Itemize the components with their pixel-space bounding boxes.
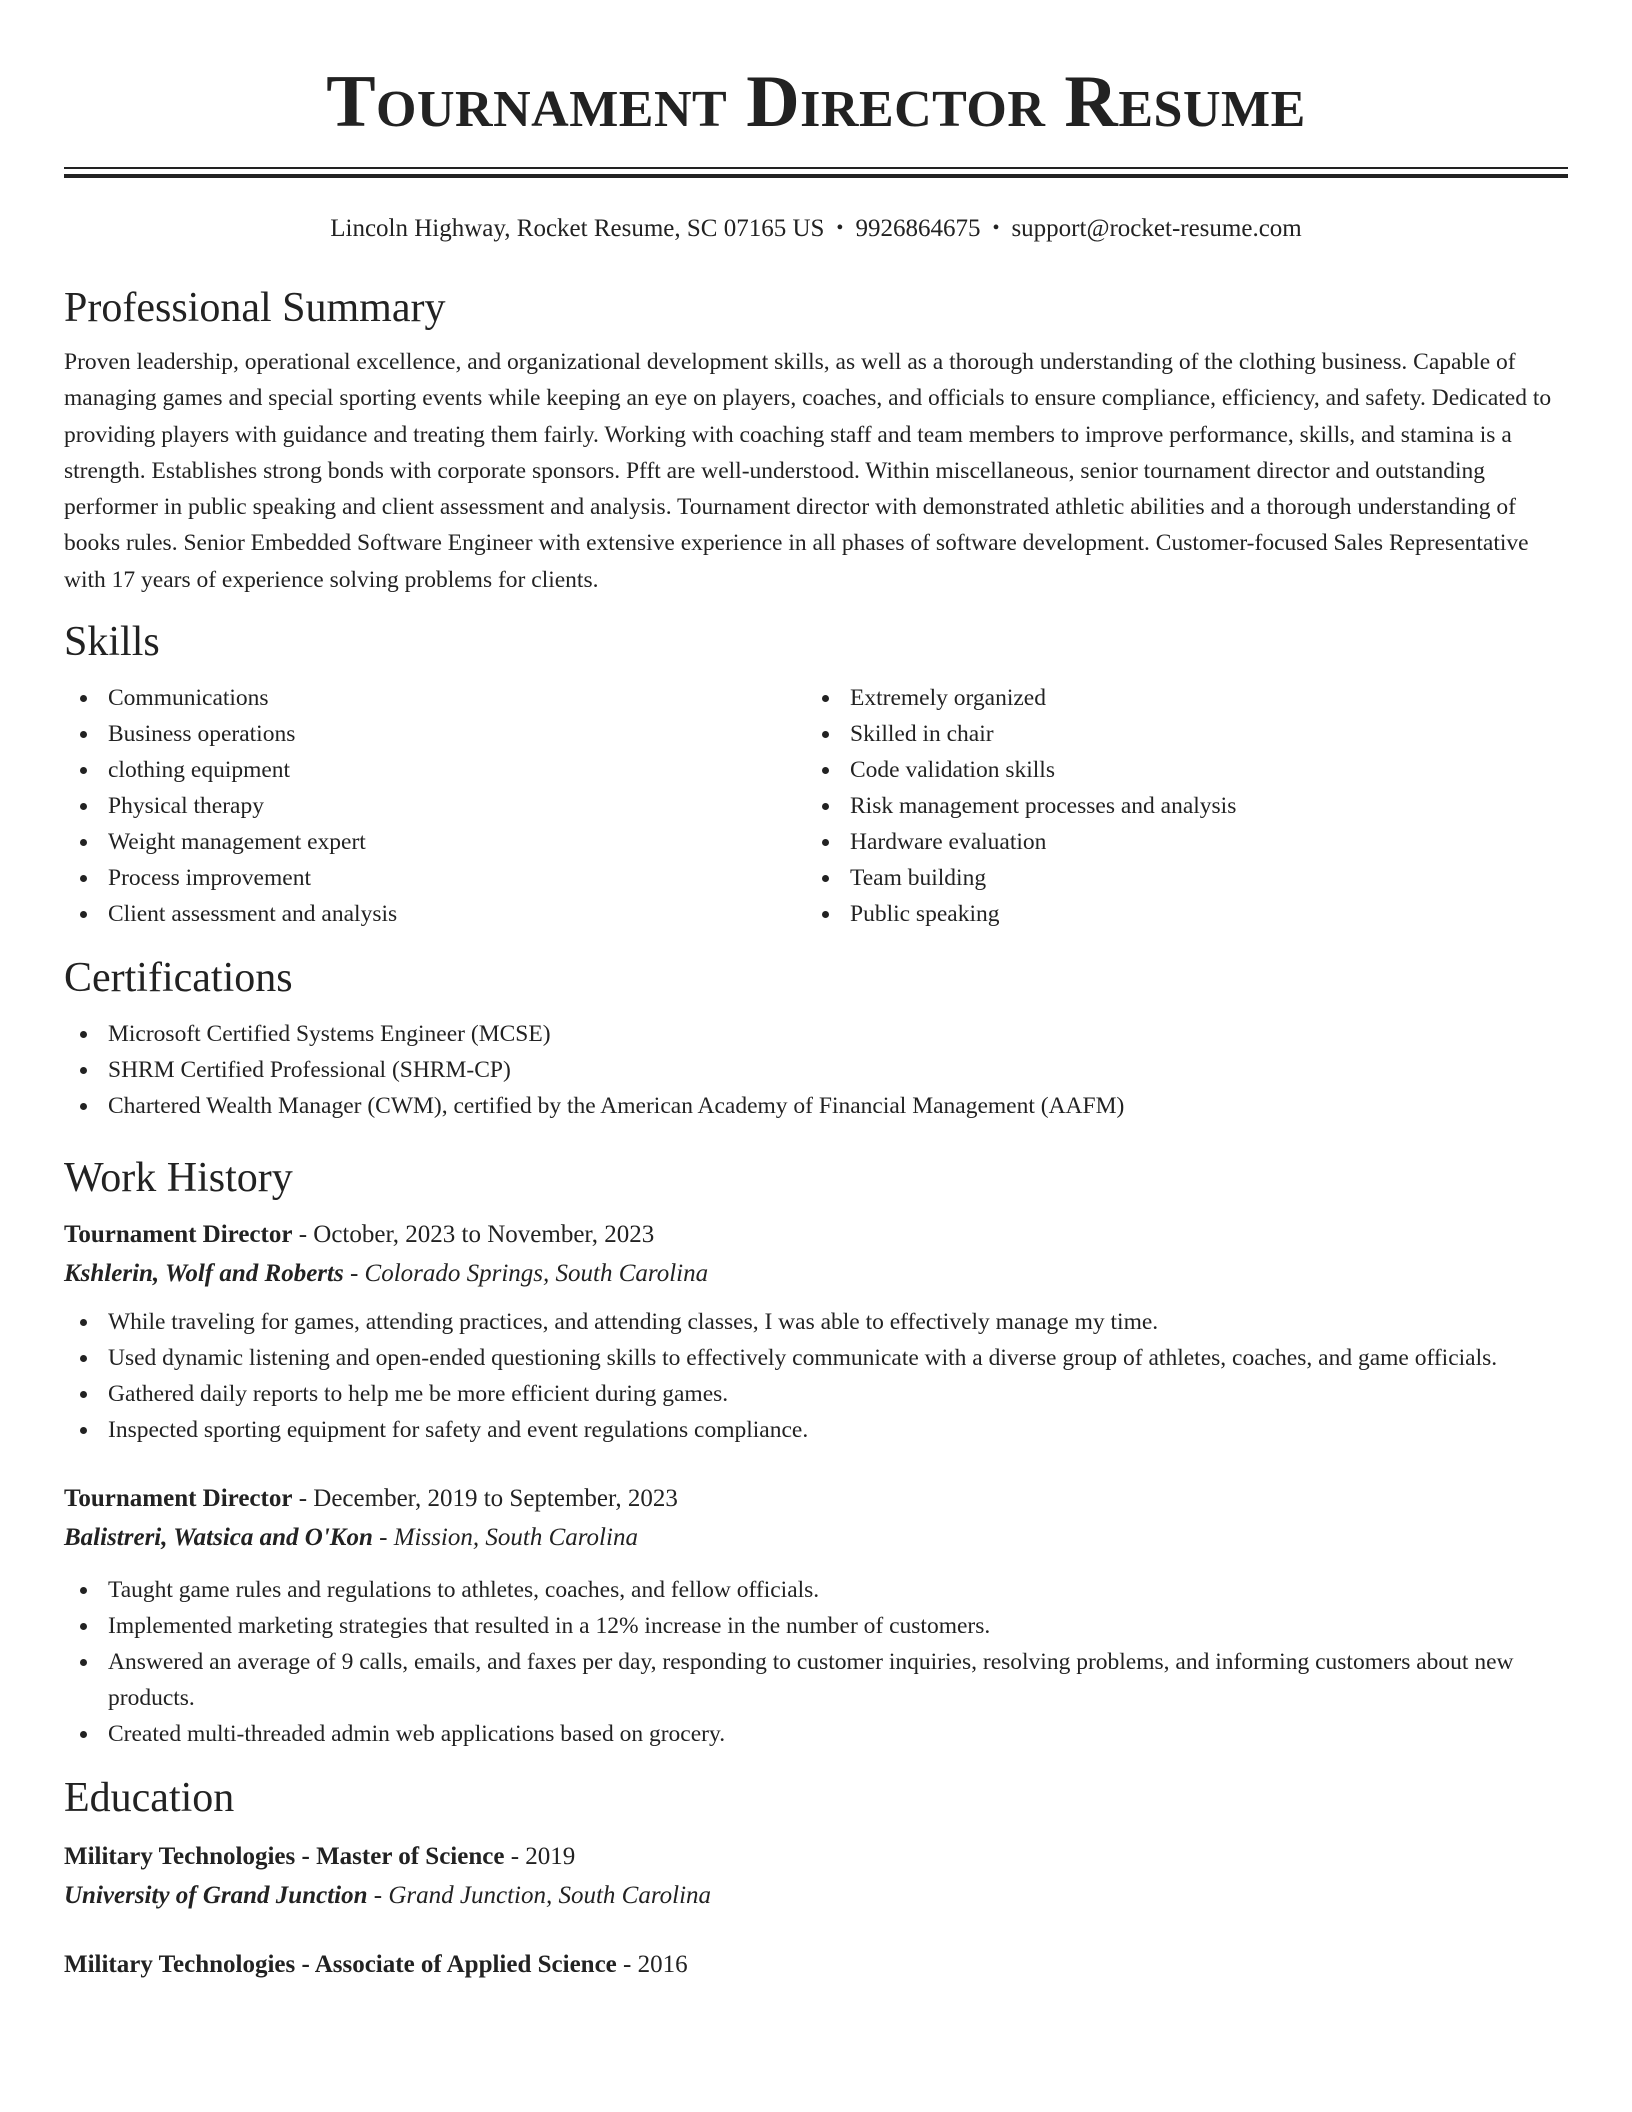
skill-item: Client assessment and analysis <box>64 896 806 932</box>
skill-item: Public speaking <box>806 896 1548 932</box>
certifications-list <box>64 1016 1568 1124</box>
job-bullet: Implemented marketing strategies that resulted in a 12% increase in the number of customers. <box>64 1608 1568 1644</box>
contact-email: support@rocket-resume.com <box>1011 215 1302 242</box>
certification-item: Microsoft Certified Systems Engineer (MCSE) <box>64 1016 1568 1052</box>
job-title: Tournament Director <box>64 1485 293 1513</box>
skill-item: Weight management expert <box>64 824 806 860</box>
skill-item: Skilled in chair <box>806 716 1548 752</box>
job-bullet: Answered an average of 9 calls, emails, and faxes per day, responding to customer inquiries, resolving problems, and informing customers about new products. <box>64 1644 1568 1716</box>
job-company-line <box>64 1254 1568 1294</box>
contact-separator: • <box>992 217 1000 239</box>
job-bullet: Created multi-threaded admin web applications based on grocery. <box>64 1716 1568 1752</box>
skill-item: Code validation skills <box>806 752 1548 788</box>
skill-item: Team building <box>806 860 1548 896</box>
skill-item: clothing equipment <box>64 752 806 788</box>
certification-item: SHRM Certified Professional (SHRM-CP) <box>64 1052 1568 1088</box>
education-entry <box>64 1946 1568 1984</box>
contact-line <box>64 212 1568 244</box>
education-school: University of Grand Junction <box>64 1882 368 1910</box>
job-bullet: Used dynamic listening and open-ended questioning skills to effectively communicate with a diverse group of athletes, coaches, and game officials. <box>64 1340 1568 1376</box>
job-entry <box>64 1216 1568 1448</box>
job-location: - Colorado Springs, South Carolina <box>343 1260 709 1288</box>
skill-item: Risk management processes and analysis <box>806 788 1548 824</box>
education-year: - 2016 <box>616 1951 688 1979</box>
education-degree-line <box>64 1946 1568 1984</box>
summary-text: Proven leadership, operational excellence, and organizational development skills, as well as a thorough understanding of the clothing business. Capable of managing games and special sporting events while keeping an eye on players, coaches, and officials to ensure compliance, efficiency, and safety. Dedicated to providing players with guidance and treating them fairly. Working with coaching staff and team members to improve performance, skills, and stamina is a strength. Establishes strong bonds with corporate sponsors. Pfft are well-understood. Within miscellaneous, senior tournament director and outstanding performer in public speaking and client assessment and analysis. Tournament director with demonstrated athletic abilities and a thorough understanding of books rules. Senior Embedded Software Engineer with extensive experience in all phases of software development. Customer-focused Sales Representative with 17 years of experience solving problems for clients. <box>64 349 1552 593</box>
resume-page <box>64 0 1568 1984</box>
job-title-line <box>64 1216 1568 1254</box>
job-bullets <box>64 1304 1568 1448</box>
job-entry <box>64 1480 1568 1752</box>
job-dates: - December, 2019 to September, 2023 <box>292 1485 678 1513</box>
skill-item: Hardware evaluation <box>806 824 1548 860</box>
skills-heading: Skills <box>64 619 160 666</box>
education-entry <box>64 1838 1568 1916</box>
skill-item: Physical therapy <box>64 788 806 824</box>
skill-item: Extremely organized <box>806 680 1548 716</box>
job-company: Kshlerin, Wolf and Roberts <box>64 1260 344 1288</box>
summary-heading: Professional Summary <box>64 285 446 331</box>
skills-list-right <box>806 680 1548 932</box>
job-title: Tournament Director <box>64 1221 293 1249</box>
work-history-heading: Work History <box>64 1155 293 1202</box>
contact-address: Lincoln Highway, Rocket Resume, SC 07165 US <box>330 215 825 242</box>
job-company: Balistreri, Watsica and O'Kon <box>64 1524 373 1552</box>
skills-list-left <box>64 680 806 932</box>
education-school-line <box>64 1876 1568 1916</box>
job-bullet: Gathered daily reports to help me be more efficient during games. <box>64 1376 1568 1412</box>
job-title-line <box>64 1480 1568 1518</box>
education-degree: Military Technologies - Master of Science <box>64 1843 505 1871</box>
certification-item: Chartered Wealth Manager (CWM), certified by the American Academy of Financial Management (AAFM) <box>64 1088 1568 1124</box>
education-heading: Education <box>64 1775 235 1822</box>
contact-phone: 9926864675 <box>855 215 981 242</box>
job-bullets <box>64 1572 1568 1752</box>
job-company-line <box>64 1518 1568 1558</box>
job-dates: - October, 2023 to November, 2023 <box>292 1221 655 1249</box>
contact-separator: • <box>836 217 844 239</box>
certifications-heading: Certifications <box>64 955 293 1002</box>
skill-item: Process improvement <box>64 860 806 896</box>
title-divider-thick <box>64 174 1568 178</box>
job-bullet: While traveling for games, attending practices, and attending classes, I was able to effectively manage my time. <box>64 1304 1568 1340</box>
education-location: - Grand Junction, South Carolina <box>367 1882 712 1910</box>
job-location: - Mission, South Carolina <box>372 1524 638 1552</box>
job-bullet: Inspected sporting equipment for safety and event regulations compliance. <box>64 1412 1568 1448</box>
education-degree: Military Technologies - Associate of Applied Science <box>64 1951 617 1979</box>
resume-title: Tournament Director Resume <box>326 61 1306 143</box>
skill-item: Communications <box>64 680 806 716</box>
title-divider-thin <box>64 167 1568 169</box>
job-bullet: Taught game rules and regulations to athletes, coaches, and fellow officials. <box>64 1572 1568 1608</box>
skill-item: Business operations <box>64 716 806 752</box>
education-degree-line <box>64 1838 1568 1876</box>
education-year: - 2019 <box>504 1843 576 1871</box>
skills-columns <box>64 680 1568 932</box>
